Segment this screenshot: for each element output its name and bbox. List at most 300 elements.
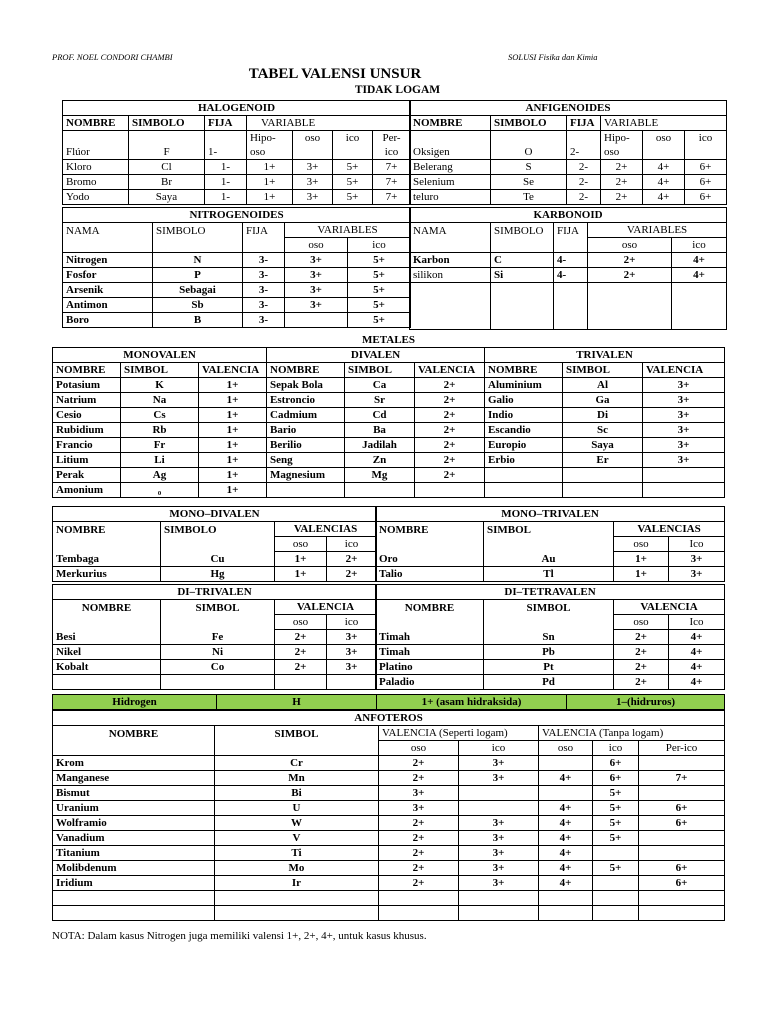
cell: 7+	[373, 160, 411, 175]
cell: Cadmium	[267, 408, 345, 423]
cell: 6+	[639, 816, 725, 831]
karbonoid-table	[409, 207, 726, 330]
sub-header: oso	[614, 615, 669, 630]
hidrogen-negative: 1–(hidruros)	[567, 695, 725, 710]
cell: Cesio	[53, 408, 121, 423]
cell: Nikel	[53, 645, 161, 660]
table-row	[53, 438, 725, 453]
page-subtitle: TIDAK LOGAM	[354, 84, 441, 96]
sub-header: ico	[459, 741, 539, 756]
cell: Besi	[53, 630, 161, 645]
cell: 6+	[639, 876, 725, 891]
cell	[459, 786, 539, 801]
cell: 2+	[601, 190, 643, 205]
table-row	[53, 816, 725, 831]
cell: Bario	[267, 423, 345, 438]
sub-header: oso	[275, 615, 327, 630]
cell: Cr	[215, 756, 379, 771]
cell: 3+	[285, 253, 348, 268]
sub-header: oso	[379, 741, 459, 756]
table-row	[53, 660, 377, 675]
cell: Seng	[267, 453, 345, 468]
cell: 6+	[639, 801, 725, 816]
col-header: SIMBOL	[484, 600, 614, 615]
table-row	[53, 552, 377, 567]
cell: Antimon	[63, 298, 153, 313]
cell: 1+	[247, 160, 293, 175]
cell: Zn	[345, 453, 415, 468]
cell: 3+	[293, 175, 333, 190]
cell: 7+	[639, 771, 725, 786]
cell: 5+	[593, 816, 639, 831]
cell: 1+	[247, 190, 293, 205]
cell: Fe	[161, 630, 275, 645]
cell: Sebagai	[153, 283, 243, 298]
cell: Bismut	[53, 786, 215, 801]
cell: Rubidium	[53, 423, 121, 438]
cell: Karbon	[410, 253, 491, 268]
group-title: DI–TRIVALEN	[53, 585, 377, 600]
cell: Oksigen	[410, 145, 491, 160]
group-title: HALOGENOID	[63, 101, 411, 116]
cell: Ca	[345, 378, 415, 393]
cell: 3-	[243, 268, 285, 283]
cell: Indio	[485, 408, 563, 423]
col-header: SIMBOL	[484, 522, 614, 537]
cell: 3+	[459, 846, 539, 861]
cell: 2+	[614, 630, 669, 645]
col-header: NOMBRE	[63, 116, 129, 131]
cell: Boro	[63, 313, 153, 328]
table-row	[63, 190, 411, 205]
cell	[643, 483, 725, 498]
col-header: SIMBOL	[345, 363, 415, 378]
table-row	[376, 645, 725, 660]
cell: 4+	[672, 268, 727, 283]
col-header: NOMBRE	[376, 522, 484, 537]
cell: 3+	[327, 660, 377, 675]
cell: 4+	[539, 831, 593, 846]
cell: B	[153, 313, 243, 328]
col-header: FIJA	[205, 116, 247, 131]
section-title: ANFOTEROS	[53, 711, 725, 726]
table-row	[53, 645, 377, 660]
table-row	[63, 175, 411, 190]
col-header: NAMA	[63, 223, 153, 238]
table-row	[53, 567, 377, 582]
cell: Br	[129, 175, 205, 190]
cell: 2-	[567, 175, 601, 190]
cell: Magnesium	[267, 468, 345, 483]
cell	[539, 786, 593, 801]
anfoteros-table	[52, 710, 724, 921]
sub-header: oso	[293, 131, 333, 146]
cell: 2+	[614, 645, 669, 660]
cell: 6+	[593, 771, 639, 786]
sub-header: ico	[685, 131, 727, 146]
cell: 5+	[593, 801, 639, 816]
cell: 2+	[379, 846, 459, 861]
cell: 6+	[685, 175, 727, 190]
cell: 3+	[459, 816, 539, 831]
sub-header: oso	[285, 238, 348, 253]
cell: Sb	[153, 298, 243, 313]
cell: Mn	[215, 771, 379, 786]
table-row	[53, 378, 725, 393]
cell: Bi	[215, 786, 379, 801]
cell: Oro	[376, 552, 484, 567]
table-row	[53, 876, 725, 891]
cell: 1+	[275, 552, 327, 567]
cell: Mg	[345, 468, 415, 483]
cell	[485, 483, 563, 498]
cell	[563, 483, 643, 498]
cell: Erbio	[485, 453, 563, 468]
col-header: FIJA	[554, 223, 588, 238]
col-header: SIMBOL	[161, 600, 275, 615]
cell: Amonium	[53, 483, 121, 498]
cell: Ti	[215, 846, 379, 861]
cell: Nitrogen	[63, 253, 153, 268]
cell: Manganese	[53, 771, 215, 786]
cell: ₀	[121, 483, 199, 498]
cell: 4+	[539, 771, 593, 786]
col-header: VARIABLES	[588, 223, 727, 238]
cell: 5+	[348, 283, 411, 298]
author-header: PROF. NOEL CONDORI CHAMBI	[52, 52, 173, 62]
col-header: VARIABLE	[247, 116, 411, 131]
cell: 2+	[379, 756, 459, 771]
cell: 4+	[669, 630, 725, 645]
sub-header: oso	[247, 145, 293, 160]
cell: 3+	[643, 393, 725, 408]
cell: Ga	[563, 393, 643, 408]
cell: 3+	[669, 567, 725, 582]
cell: K	[121, 378, 199, 393]
col-header: SIMBOL	[215, 726, 379, 741]
cell: 1-	[205, 190, 247, 205]
cell	[285, 313, 348, 328]
cell	[267, 483, 345, 498]
cell: 3+	[293, 160, 333, 175]
cell: Escandio	[485, 423, 563, 438]
cell: 7+	[373, 190, 411, 205]
cell: Ni	[161, 645, 275, 660]
cell: 1+	[199, 393, 267, 408]
sub-header: oso	[601, 145, 643, 160]
group-title: ANFIGENOIDES	[410, 101, 727, 116]
sub-header: ico	[593, 741, 639, 756]
cell: 3+	[669, 552, 725, 567]
cell: Tembaga	[53, 552, 161, 567]
sub-header: Ico	[669, 615, 725, 630]
cell: Li	[121, 453, 199, 468]
col-header: NOMBRE	[410, 116, 491, 131]
col-header: VALENCIA	[415, 363, 485, 378]
cell	[593, 876, 639, 891]
cell: 4+	[672, 253, 727, 268]
cell: Ba	[345, 423, 415, 438]
cell: 1+	[199, 408, 267, 423]
cell: Platino	[376, 660, 484, 675]
sub-header: oso	[588, 238, 672, 253]
cell: 3+	[459, 876, 539, 891]
group-title: TRIVALEN	[485, 348, 725, 363]
cell: 1+	[275, 567, 327, 582]
sub-header: oso	[643, 131, 685, 146]
cell: 2+	[379, 861, 459, 876]
cell	[639, 846, 725, 861]
cell: 3+	[459, 771, 539, 786]
cell: 7+	[373, 175, 411, 190]
col-header: VARIABLE	[601, 116, 727, 131]
cell: 2+	[379, 771, 459, 786]
table-row	[53, 771, 725, 786]
cell: Hg	[161, 567, 275, 582]
col-header: SIMBOLO	[153, 223, 243, 238]
cell: 3+	[379, 801, 459, 816]
cell	[345, 483, 415, 498]
cell: 3+	[643, 408, 725, 423]
col-header: VALENCIAS	[614, 522, 725, 537]
cell: Cd	[345, 408, 415, 423]
table-row	[53, 831, 725, 846]
cell: 4+	[539, 876, 593, 891]
cell: Yodo	[63, 190, 129, 205]
cell: Galio	[485, 393, 563, 408]
col-header: VALENCIA	[275, 600, 377, 615]
cell: 2+	[415, 423, 485, 438]
cell: Er	[563, 453, 643, 468]
table-row	[376, 630, 725, 645]
cell	[485, 468, 563, 483]
cell: 2-	[567, 160, 601, 175]
cell: Merkurius	[53, 567, 161, 582]
cell: 2+	[614, 660, 669, 675]
cell: 1-	[205, 160, 247, 175]
cell: Bromo	[63, 175, 129, 190]
group-title: MONO–DIVALEN	[53, 507, 377, 522]
cell	[639, 831, 725, 846]
cell: 4-	[554, 268, 588, 283]
table-row	[410, 268, 727, 283]
cell: 2+	[327, 552, 377, 567]
group-title: MONO–TRIVALEN	[376, 507, 725, 522]
col-header: SIMBOLO	[491, 223, 554, 238]
table-row	[376, 660, 725, 675]
table-row	[63, 145, 411, 160]
cell	[415, 483, 485, 498]
cell: 1+	[199, 483, 267, 498]
di-tetravalen-table	[375, 584, 724, 690]
cell: S	[491, 160, 567, 175]
table-row	[410, 253, 727, 268]
cell: 2+	[275, 645, 327, 660]
table-row	[53, 423, 725, 438]
cell: 2+	[275, 630, 327, 645]
cell: Saya	[563, 438, 643, 453]
cell: Ir	[215, 876, 379, 891]
col-header: NOMBRE	[376, 600, 484, 615]
group-title: DIVALEN	[267, 348, 485, 363]
sub-header: oso	[614, 537, 669, 552]
nitrogenoides-table	[62, 207, 410, 328]
cell: Cl	[129, 160, 205, 175]
cell: Perak	[53, 468, 121, 483]
cell: Na	[121, 393, 199, 408]
col-header: NOMBRE	[53, 522, 161, 537]
cell: Paladio	[376, 675, 484, 690]
cell: 3+	[459, 756, 539, 771]
table-row	[410, 190, 727, 205]
cell: 1+	[199, 453, 267, 468]
sub-header: ico	[672, 238, 727, 253]
cell: N	[153, 253, 243, 268]
cell: 2+	[379, 876, 459, 891]
cell: U	[215, 801, 379, 816]
cell: 3-	[243, 298, 285, 313]
publisher-header: SOLUSI Fisika dan Kimia	[508, 52, 598, 62]
cell: 3+	[643, 423, 725, 438]
footnote: NOTA: Dalam kasus Nitrogen juga memiliki valensi 1+, 2+, 4+, untuk kasus khusus.	[52, 930, 427, 942]
table-row	[53, 846, 725, 861]
cell: Sr	[345, 393, 415, 408]
cell: Au	[484, 552, 614, 567]
cell	[593, 846, 639, 861]
sub-header: oso	[275, 537, 327, 552]
cell: 3-	[243, 313, 285, 328]
col-header: FIJA	[567, 116, 601, 131]
cell: 3+	[285, 283, 348, 298]
sub-header: Hipo-	[247, 131, 293, 146]
cell: 6+	[685, 160, 727, 175]
cell: Cu	[161, 552, 275, 567]
table-row	[53, 801, 725, 816]
table-row	[53, 468, 725, 483]
cell: 5+	[333, 160, 373, 175]
cell: Al	[563, 378, 643, 393]
cell: Selenium	[410, 175, 491, 190]
col-header: NOMBRE	[53, 726, 215, 741]
cell: Potasium	[53, 378, 121, 393]
cell: Cs	[121, 408, 199, 423]
cell: Uranium	[53, 801, 215, 816]
cell: 4+	[669, 660, 725, 675]
group-title: DI–TETRAVALEN	[376, 585, 725, 600]
cell: 3+	[285, 298, 348, 313]
cell: 2+	[588, 268, 672, 283]
cell: 6+	[685, 190, 727, 205]
cell	[563, 468, 643, 483]
cell: 2-	[567, 145, 601, 160]
col-header: VALENCIA	[643, 363, 725, 378]
col-header: SIMBOL	[121, 363, 199, 378]
table-row	[63, 313, 411, 328]
cell: Pb	[484, 645, 614, 660]
cell: Te	[491, 190, 567, 205]
cell: Fr	[121, 438, 199, 453]
cell: F	[129, 145, 205, 160]
table-row	[410, 160, 727, 175]
cell: 4+	[643, 160, 685, 175]
cell: 2+	[415, 453, 485, 468]
cell: Krom	[53, 756, 215, 771]
cell: 3+	[327, 630, 377, 645]
cell: 2+	[415, 393, 485, 408]
cell	[539, 756, 593, 771]
cell: C	[491, 253, 554, 268]
cell: 4+	[643, 175, 685, 190]
halogenoid-table	[62, 100, 410, 205]
cell: 1-	[205, 175, 247, 190]
sub-header: ico	[327, 537, 377, 552]
sub-header: Hipo-	[601, 131, 643, 146]
cell: 5+	[348, 268, 411, 283]
table-row	[410, 175, 727, 190]
cell: Sc	[563, 423, 643, 438]
group-title: KARBONOID	[410, 208, 727, 223]
cell: Fosfor	[63, 268, 153, 283]
cell: 3+	[459, 861, 539, 876]
col-header: NOMBRE	[267, 363, 345, 378]
cell: Flúor	[63, 145, 129, 160]
cell: Berilio	[267, 438, 345, 453]
hidrogen-name: Hidrogen	[53, 695, 217, 710]
anfigenoides-table	[409, 100, 726, 205]
sub-header: oso	[539, 741, 593, 756]
cell: 1+	[614, 552, 669, 567]
cell: 4+	[539, 861, 593, 876]
cell: 6+	[593, 756, 639, 771]
table-row	[376, 552, 725, 567]
table-row	[53, 408, 725, 423]
cell: 3+	[327, 645, 377, 660]
cell: 2+	[327, 567, 377, 582]
cell: Di	[563, 408, 643, 423]
group-title: NITROGENOIDES	[63, 208, 411, 223]
cell: 3+	[293, 190, 333, 205]
col-header: NAMA	[410, 223, 491, 238]
cell	[643, 468, 725, 483]
cell: Rb	[121, 423, 199, 438]
table-row	[63, 253, 411, 268]
cell: 1+	[614, 567, 669, 582]
cell: Kobalt	[53, 660, 161, 675]
cell: 1-	[205, 145, 247, 160]
col-header: FIJA	[243, 223, 285, 238]
table-row	[63, 268, 411, 283]
cell: Sepak Bola	[267, 378, 345, 393]
cell: Timah	[376, 630, 484, 645]
cell: 2-	[567, 190, 601, 205]
cell: 4-	[554, 253, 588, 268]
group-title: MONOVALEN	[53, 348, 267, 363]
cell: 2+	[415, 378, 485, 393]
mono-trivalen-table	[375, 506, 724, 582]
cell: Si	[491, 268, 554, 283]
cell: Kloro	[63, 160, 129, 175]
cell: W	[215, 816, 379, 831]
cell: Titanium	[53, 846, 215, 861]
col-header: SIMBOLO	[491, 116, 567, 131]
cell: 2+	[415, 438, 485, 453]
table-row	[63, 283, 411, 298]
metales-table	[52, 333, 724, 498]
cell: 6+	[639, 861, 725, 876]
cell: 5+	[333, 175, 373, 190]
cell: Talio	[376, 567, 484, 582]
cell: 2+	[379, 816, 459, 831]
